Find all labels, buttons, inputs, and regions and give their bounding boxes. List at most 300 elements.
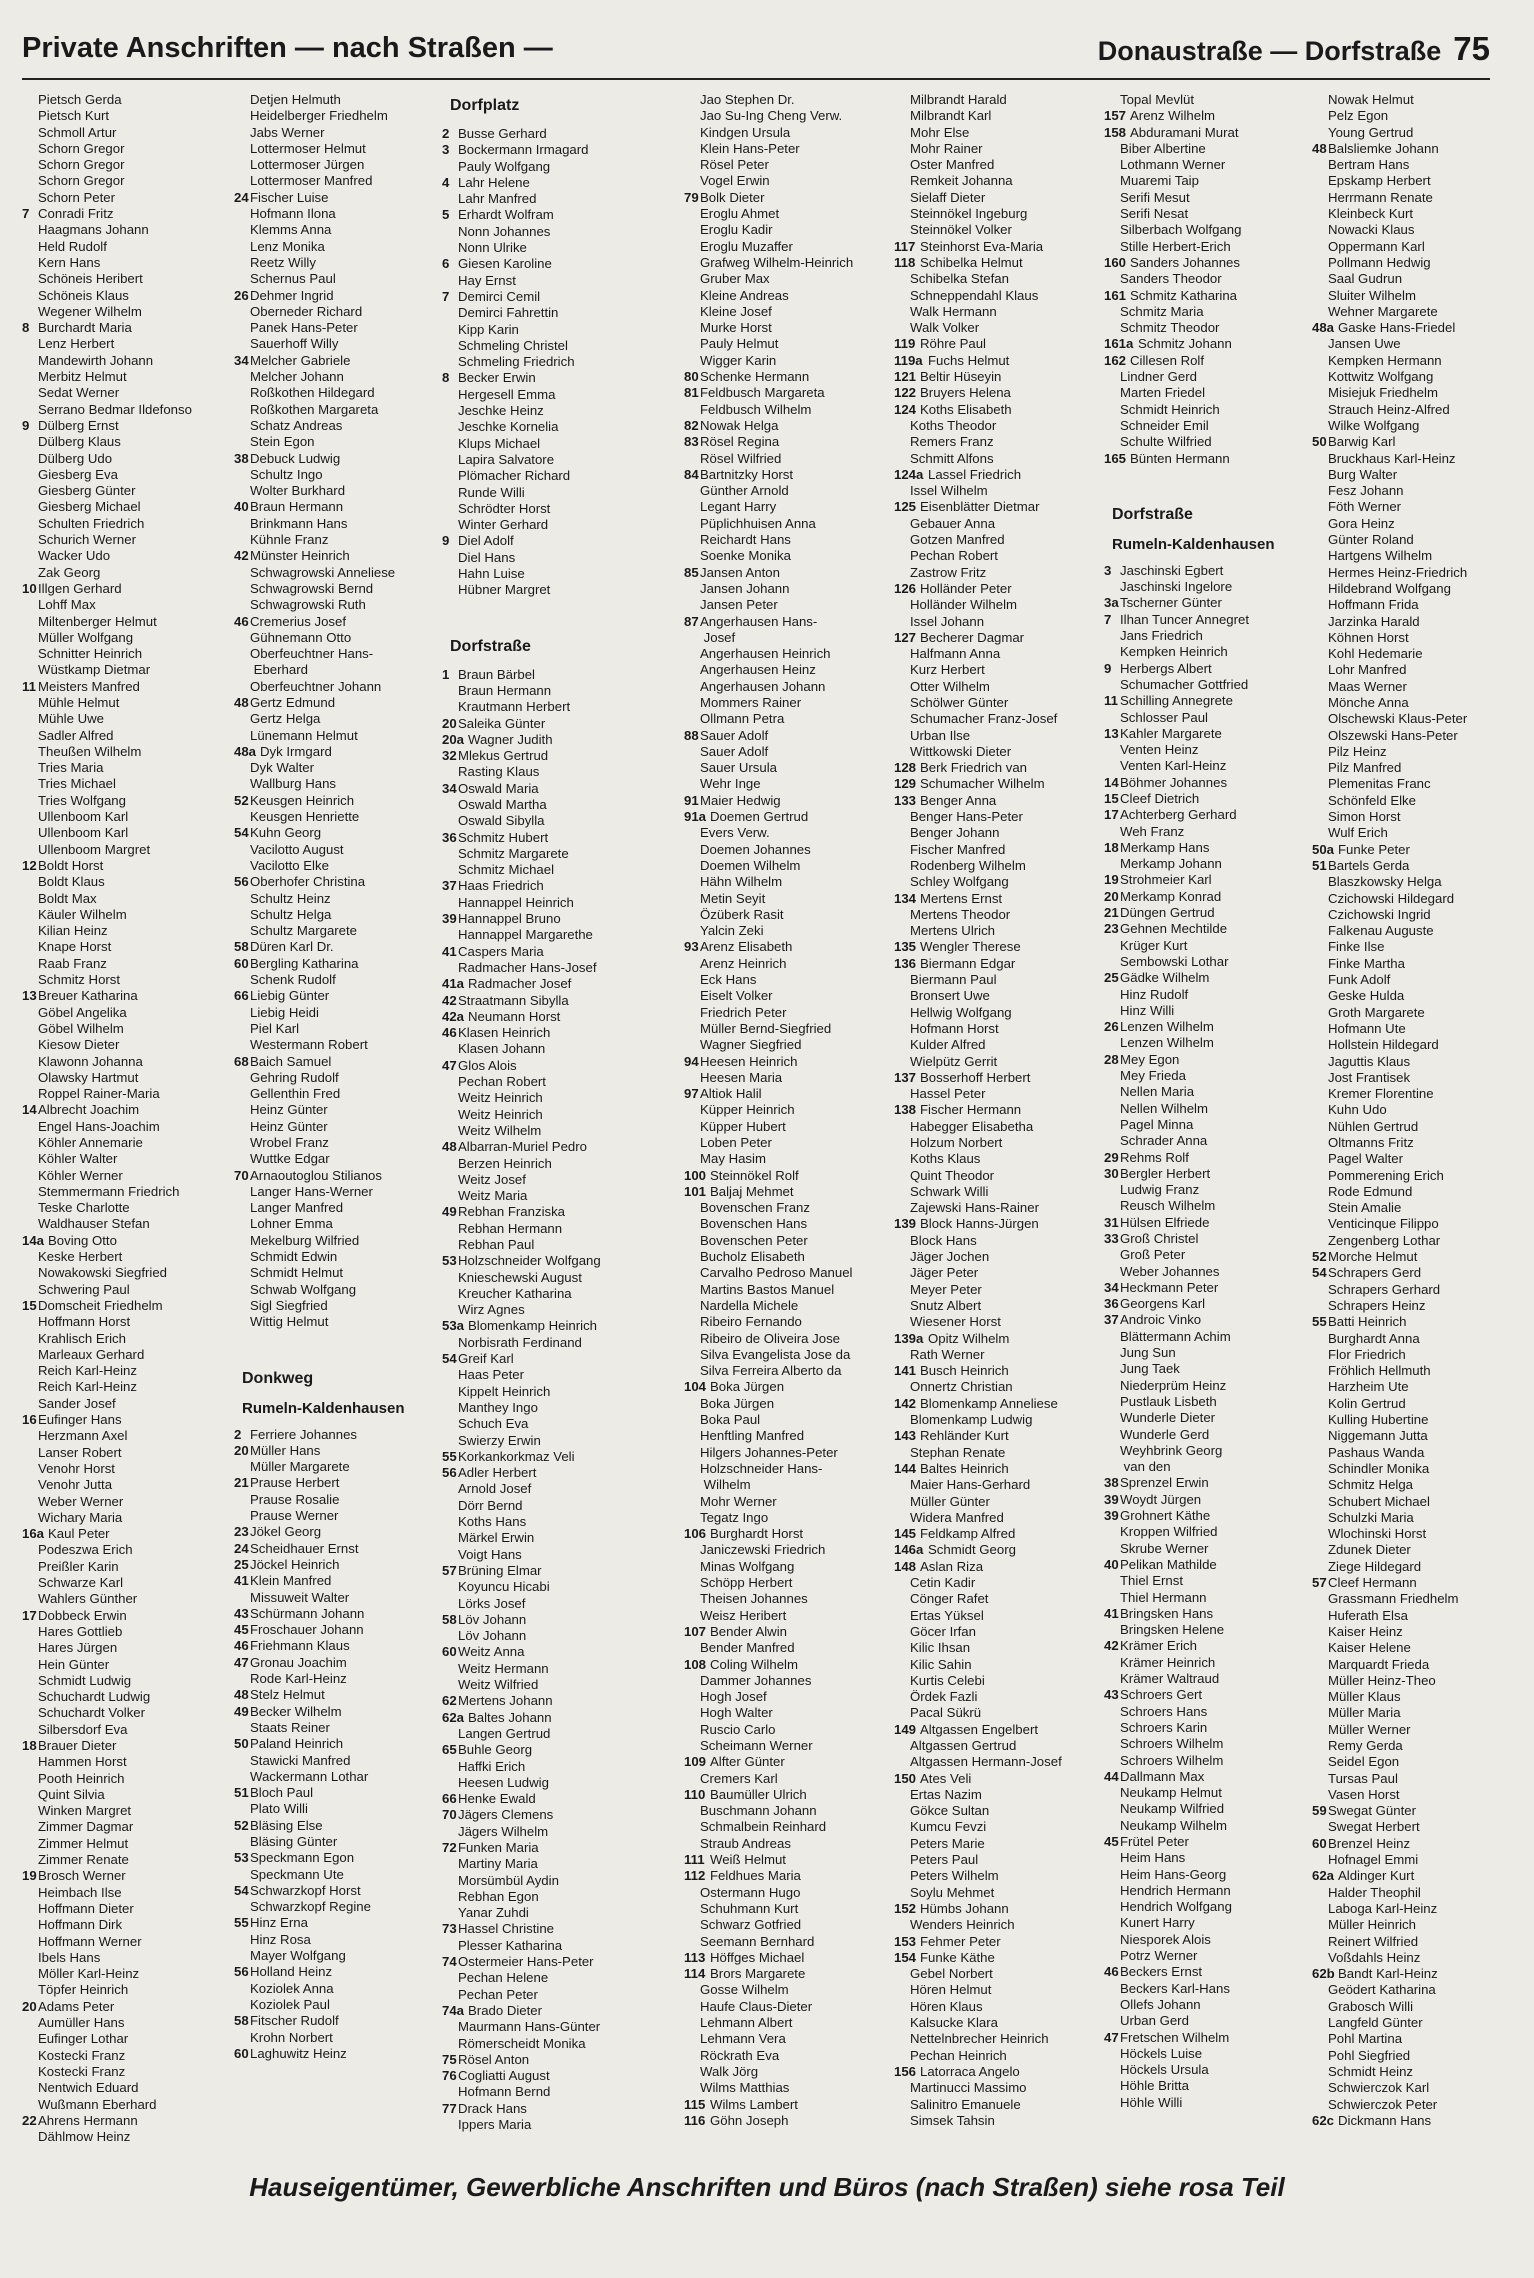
resident-entry (894, 1428, 1100, 1444)
resident-entry (234, 695, 440, 711)
resident-entry (442, 895, 648, 911)
resident-entry (22, 1803, 228, 1819)
resident-entry (234, 760, 440, 776)
house-number: 111 (684, 1852, 705, 1868)
resident-entry (442, 1775, 648, 1791)
resident-name: Schroers Gert (1120, 1687, 1203, 1703)
resident-entry (234, 711, 440, 727)
resident-name: Rösel Wilfried (700, 450, 782, 466)
resident-name: Lenzen Wilhelm (1120, 1019, 1214, 1035)
resident-name: Henke Ewald (458, 1791, 536, 1807)
resident-name: Ostermann Hugo (700, 1884, 801, 1900)
resident-entry (22, 1412, 228, 1428)
resident-entry (1104, 1312, 1310, 1328)
resident-entry (1312, 1265, 1494, 1281)
resident-entry (894, 1575, 1100, 1591)
resident-name: Schulten Friedrich (38, 515, 145, 531)
resident-name: Göbel Wilhelm (38, 1020, 124, 1036)
resident-name: Missuweit Walter (250, 1589, 350, 1605)
resident-entry (1312, 1868, 1494, 1884)
resident-name: Rösel Peter (700, 157, 769, 173)
resident-name: Schwierczok Peter (1328, 2096, 1438, 2112)
resident-name: Mlekus Gertrud (458, 748, 549, 764)
resident-entry (234, 1233, 440, 1249)
resident-name: Soylu Mehmet (910, 1884, 995, 1900)
resident-name: Bläsing Günter (250, 1833, 338, 1849)
house-number: 17 (22, 1607, 37, 1623)
house-number: 101 (684, 1183, 707, 1199)
resident-entry (684, 1379, 890, 1395)
resident-name: Straub Andreas (700, 1835, 791, 1851)
resident-entry (1312, 565, 1494, 581)
house-number: 41 (442, 943, 457, 959)
resident-name: Schmitz Maria (1120, 303, 1204, 319)
resident-name: Schroers Karin (1120, 1719, 1208, 1735)
resident-name: Cleef Hermann (1328, 1575, 1417, 1591)
resident-name: Heinz Günter (250, 1102, 328, 1118)
resident-name: Schultz Helga (250, 906, 332, 922)
resident-entry (1312, 809, 1494, 825)
resident-name: Boka Paul (700, 1412, 761, 1428)
house-number: 77 (442, 2100, 457, 2116)
resident-name: Sigl Siegfried (250, 1297, 328, 1313)
resident-name: Schmalbein Reinhard (700, 1819, 827, 1835)
resident-name: Fuchs Helmut (928, 352, 1010, 368)
resident-name: Thiel Ernst (1120, 1573, 1184, 1589)
resident-entry (1312, 1559, 1494, 1575)
resident-name: Gebauer Anna (910, 515, 996, 531)
resident-name: Plato Willi (250, 1801, 308, 1817)
resident-name: Pagel Minna (1120, 1116, 1194, 1132)
resident-name: Murke Horst (700, 320, 772, 336)
resident-entry (234, 1638, 440, 1654)
house-number: 44 (1104, 1768, 1119, 1784)
resident-entry (234, 1785, 440, 1801)
resident-entry (22, 711, 228, 727)
resident-name: Hübner Margret (458, 582, 551, 598)
resident-name: Drack Hans (458, 2100, 527, 2116)
directory-column (442, 92, 648, 2152)
resident-name: Widera Manfred (910, 1509, 1004, 1525)
resident-entry (894, 1559, 1100, 1575)
resident-name: Kleinbeck Kurt (1328, 206, 1414, 222)
resident-name: Liebig Heidi (250, 1004, 319, 1020)
resident-name: Silberbach Wolfgang (1120, 222, 1242, 238)
resident-name: Heesen Heinrich (700, 1053, 798, 1069)
resident-name: Neumann Horst (468, 1008, 561, 1024)
resident-name: Bergling Katharina (250, 955, 359, 971)
resident-entry (684, 1494, 890, 1510)
resident-entry (1104, 1997, 1310, 2013)
resident-name: Oswald Maria (458, 780, 539, 796)
resident-entry (684, 288, 890, 304)
resident-name: Kostecki Franz (38, 2063, 126, 2079)
resident-entry (234, 907, 440, 923)
resident-name: Bockermann Irmagard (458, 142, 589, 158)
resident-entry (684, 1396, 890, 1412)
resident-entry (894, 1445, 1100, 1461)
resident-entry (684, 1249, 890, 1265)
resident-entry (1312, 1363, 1494, 1379)
house-number: 113 (684, 1949, 706, 1965)
resident-entry (442, 830, 648, 846)
resident-name: Schrapers Gerhard (1328, 1281, 1441, 1297)
resident-name: Wigger Karin (700, 352, 777, 368)
resident-entry (22, 255, 228, 271)
resident-entry (442, 256, 648, 272)
resident-entry (1104, 1052, 1310, 1068)
resident-name: Kulder Alfred (910, 1037, 986, 1053)
house-number: 126 (894, 580, 917, 596)
resident-name: Aldinger Kurt (1338, 1868, 1415, 1884)
resident-entry (234, 1459, 440, 1475)
resident-entry (442, 582, 648, 598)
resident-entry (442, 1530, 648, 1546)
resident-name: Steinhorst Eva-Maria (920, 238, 1044, 254)
resident-name: Lenz Monika (250, 238, 325, 254)
resident-entry (22, 1151, 228, 1167)
resident-name: Preißler Karin (38, 1558, 119, 1574)
resident-entry (894, 1657, 1100, 1673)
house-number: 70 (234, 1167, 249, 1183)
resident-name: Bruckhaus Karl-Heinz (1328, 450, 1456, 466)
resident-entry (684, 1689, 890, 1705)
resident-entry (234, 1037, 440, 1053)
resident-entry (442, 2101, 648, 2117)
resident-entry (1104, 1736, 1310, 1752)
resident-name: Giesberg Michael (38, 499, 141, 515)
resident-entry (894, 304, 1100, 320)
resident-entry (1312, 1999, 1494, 2015)
resident-entry (894, 1282, 1100, 1298)
resident-entry (22, 858, 228, 874)
resident-entry (234, 646, 440, 662)
resident-entry (1104, 2013, 1310, 2029)
resident-name: Holländer Peter (920, 580, 1012, 596)
resident-entry (442, 1742, 648, 1758)
resident-name: Kempken Hermann (1328, 352, 1442, 368)
resident-name: Opitz Wilhelm (928, 1330, 1010, 1346)
house-number: 128 (894, 760, 917, 776)
resident-name: Hofmann Ute (1328, 1020, 1406, 1036)
resident-entry (442, 1661, 648, 1677)
resident-name: Hofmann Ilona (250, 206, 336, 222)
resident-name: Höhle Willi (1120, 2094, 1183, 2110)
resident-name: Minas Wolfgang (700, 1558, 795, 1574)
resident-entry (234, 1704, 440, 1720)
resident-name: Rebhan Egon (458, 1888, 539, 1904)
house-number: 20 (1104, 888, 1119, 904)
resident-entry (684, 972, 890, 988)
resident-entry (894, 1233, 1100, 1249)
house-number: 26 (1104, 1019, 1119, 1035)
resident-name: Ibels Hans (38, 1949, 101, 1965)
resident-name: Klups Michael (458, 435, 541, 451)
resident-name: Roßkothen Margareta (250, 401, 379, 417)
resident-name: Schrödter Horst (458, 500, 551, 516)
resident-entry (1104, 1573, 1310, 1589)
resident-entry (234, 1557, 440, 1573)
resident-name: Kuhn Udo (1328, 1102, 1387, 1118)
resident-name: Baljaj Mehmet (710, 1183, 794, 1199)
resident-name: Göhn Joseph (710, 2112, 789, 2128)
resident-entry (234, 1997, 440, 2013)
resident-name: Schibelka Helmut (920, 254, 1023, 270)
resident-name: Dallmann Max (1120, 1768, 1205, 1784)
resident-entry (1312, 1314, 1494, 1330)
house-number: 93 (684, 939, 699, 955)
resident-name: Nettelnbrecher Heinrich (910, 2031, 1049, 2047)
resident-name: Sprenzel Erwin (1120, 1475, 1209, 1491)
resident-name: Ollmann Petra (700, 711, 785, 727)
resident-name: Hares Jürgen (38, 1640, 118, 1656)
resident-entry (1312, 760, 1494, 776)
resident-entry (442, 1970, 648, 1986)
resident-name: Meisters Manfred (38, 678, 140, 694)
street-heading: Dorfstraße (1112, 505, 1193, 523)
house-number: 148 (894, 1558, 917, 1574)
resident-entry (894, 402, 1100, 418)
resident-name: Müller Bernd-Siegfried (700, 1020, 832, 1036)
resident-name: Adler Herbert (458, 1465, 537, 1481)
resident-entry (1104, 579, 1310, 595)
house-number: 2 (234, 1426, 242, 1442)
resident-name: Bringsken Hans (1120, 1605, 1214, 1621)
resident-entry (442, 436, 648, 452)
resident-entry (1104, 628, 1310, 644)
resident-entry (234, 467, 440, 483)
resident-name: Özüberk Rasit (700, 906, 784, 922)
house-number: 1 (442, 666, 450, 682)
resident-entry (22, 108, 228, 124)
house-number: 160 (1104, 254, 1127, 270)
resident-entry (894, 173, 1100, 189)
resident-entry (442, 1873, 648, 1889)
house-number: 7 (442, 288, 450, 304)
resident-entry (894, 1200, 1100, 1216)
resident-name: Zimmer Renate (38, 1852, 129, 1868)
resident-entry (1104, 141, 1310, 157)
resident-name: Doemen Wilhelm (700, 857, 801, 873)
resident-entry (1104, 1475, 1310, 1491)
resident-name: Ribeiro Fernando (700, 1314, 802, 1330)
house-number: 60 (442, 1644, 457, 1660)
resident-name: Altgassen Engelbert (920, 1721, 1039, 1737)
resident-name: Hülsen Elfriede (1120, 1214, 1210, 1230)
resident-name: Bergler Herbert (1120, 1165, 1211, 1181)
resident-name: Legant Harry (700, 499, 777, 515)
house-number: 104 (684, 1379, 707, 1395)
resident-name: Koths Klaus (910, 1151, 981, 1167)
resident-entry (1104, 726, 1310, 742)
resident-name: Kilic Ihsan (910, 1640, 971, 1656)
resident-name: Lapira Salvatore (458, 451, 555, 467)
resident-entry (442, 1481, 648, 1497)
resident-name: Zdunek Dieter (1328, 1542, 1411, 1558)
resident-name: Kaul Peter (48, 1526, 110, 1542)
resident-entry (442, 1433, 648, 1449)
resident-entry (234, 842, 440, 858)
resident-name: Schwagrowski Ruth (250, 597, 366, 613)
resident-entry (442, 142, 648, 158)
resident-name: Schneppendahl Klaus (910, 287, 1039, 303)
resident-entry (1104, 1769, 1310, 1785)
resident-name: Hoffmann Horst (38, 1314, 131, 1330)
house-number: 112 (684, 1868, 706, 1884)
house-number: 134 (894, 890, 917, 906)
house-number: 6 (442, 256, 450, 272)
house-number: 9 (22, 417, 30, 433)
resident-name: Schroers Wilhelm (1120, 1736, 1224, 1752)
resident-entry (1312, 1754, 1494, 1770)
resident-name: Morche Helmut (1328, 1249, 1418, 1265)
resident-entry (442, 1596, 648, 1612)
resident-entry (234, 1427, 440, 1443)
resident-name: Onnertz Christian (910, 1379, 1013, 1395)
resident-entry (1104, 239, 1310, 255)
resident-name: Müller Werner (1328, 1721, 1411, 1737)
resident-entry (234, 728, 440, 744)
resident-name: Langer Hans-Werner (250, 1183, 373, 1199)
house-number: 158 (1104, 124, 1127, 140)
resident-name: Jökel Georg (250, 1524, 322, 1540)
resident-name: Yanar Zuhdi (458, 1905, 529, 1921)
resident-entry (22, 548, 228, 564)
resident-name: Batti Heinrich (1328, 1314, 1407, 1330)
resident-entry (894, 1722, 1100, 1738)
resident-name: Jeschke Kornelia (458, 419, 559, 435)
resident-name: Schibelka Stefan (910, 271, 1009, 287)
resident-entry (234, 1475, 440, 1491)
house-number: 33 (1104, 1231, 1119, 1246)
resident-name: Wrobel Franz (250, 1135, 329, 1150)
resident-entry (684, 1151, 890, 1167)
resident-entry (894, 206, 1100, 222)
resident-name: Bruyers Helena (920, 385, 1011, 401)
resident-entry (234, 92, 440, 108)
resident-entry (442, 1188, 648, 1204)
resident-name: Androic Vinko (1120, 1312, 1202, 1328)
resident-entry (442, 1693, 648, 1709)
resident-name: Venohr Horst (38, 1460, 115, 1476)
resident-entry (684, 1999, 890, 2015)
resident-name: Schnitter Heinrich (38, 646, 143, 662)
resident-name: Marten Friedel (1120, 385, 1206, 401)
house-number: 49 (234, 1703, 249, 1719)
resident-name: Kostecki Franz (38, 2047, 126, 2063)
resident-entry (22, 222, 228, 238)
resident-name: Wilms Matthias (700, 2080, 790, 2096)
resident-entry (1312, 483, 1494, 499)
resident-name: Busse Gerhard (458, 126, 547, 141)
resident-entry (22, 1379, 228, 1395)
resident-entry (1312, 614, 1494, 630)
resident-entry (442, 1498, 648, 1514)
resident-name: Henftling Manfred (700, 1428, 805, 1444)
resident-name: Rebhan Franziska (458, 1204, 566, 1220)
resident-name: Aslan Riza (920, 1558, 984, 1574)
resident-name: Dülberg Udo (38, 450, 113, 466)
resident-name: Baltes Johann (468, 1709, 552, 1725)
resident-name: Boldt Klaus (38, 874, 105, 890)
resident-entry (1312, 1787, 1494, 1803)
resident-name: Weiß Helmut (710, 1852, 786, 1868)
resident-entry (22, 1298, 228, 1314)
resident-entry (442, 2084, 648, 2100)
resident-name: Brüning Elmar (458, 1562, 542, 1578)
resident-entry (894, 565, 1100, 581)
resident-name: Sielaff Dieter (910, 189, 986, 205)
resident-name: Schwagrowski Anneliese (250, 564, 396, 580)
house-number: 36 (442, 829, 457, 845)
resident-entry (894, 1934, 1100, 1950)
district-heading: Rumeln-Kaldenhausen (242, 1399, 405, 1417)
resident-entry (684, 646, 890, 662)
resident-name: Krämer Erich (1120, 1638, 1197, 1654)
resident-name: Kahler Margarete (1120, 725, 1222, 741)
resident-entry (1104, 1883, 1310, 1899)
resident-entry (684, 1950, 890, 1966)
house-number: 49 (442, 1204, 457, 1220)
resident-entry (22, 1542, 228, 1558)
resident-name: Jung Sun (1120, 1345, 1176, 1361)
resident-entry (442, 683, 648, 699)
resident-name: Harzheim Ute (1328, 1379, 1409, 1395)
house-number: 139a (894, 1330, 924, 1346)
resident-name: Pohl Siegfried (1328, 2047, 1411, 2063)
resident-entry (684, 1298, 890, 1314)
resident-name: Heidelberger Friedhelm (250, 108, 388, 124)
resident-name: Wittkowski Dieter (910, 743, 1012, 759)
resident-name: Klasen Heinrich (458, 1025, 551, 1041)
resident-name: Hoffmann Werner (38, 1933, 142, 1949)
resident-entry (22, 1608, 228, 1624)
resident-entry (234, 1070, 440, 1086)
resident-name: Flor Friedrich (1328, 1346, 1406, 1362)
resident-entry (1104, 2062, 1310, 2078)
resident-entry (442, 797, 648, 813)
house-number: 107 (684, 1623, 707, 1639)
resident-entry (442, 716, 648, 732)
resident-entry (684, 532, 890, 548)
resident-name: Braun Hermann (458, 682, 552, 698)
resident-entry (442, 993, 648, 1009)
resident-entry (22, 760, 228, 776)
house-number: 165 (1104, 450, 1127, 466)
resident-entry (684, 1461, 890, 1477)
house-number: 48a (234, 743, 257, 759)
resident-entry (1312, 288, 1494, 304)
resident-name: Topal Mevlüt (1120, 92, 1195, 107)
resident-name: Brors Margarete (710, 1966, 806, 1982)
resident-entry (442, 1139, 648, 1155)
resident-name: Hören Helmut (910, 1982, 992, 1998)
resident-name: Melcher Johann (250, 369, 344, 385)
resident-name: Burg Walter (1328, 466, 1398, 482)
resident-name: Jägers Clemens (458, 1807, 554, 1823)
resident-entry (894, 988, 1100, 1004)
resident-entry (1312, 92, 1494, 108)
resident-entry (442, 813, 648, 829)
resident-name: Skrube Werner (1120, 1540, 1209, 1556)
resident-entry (22, 809, 228, 825)
resident-entry (22, 1265, 228, 1281)
resident-name: Walk Jörg (700, 2063, 759, 2079)
resident-name: Weitz Wilfried (458, 1677, 539, 1693)
resident-name: Angerhausen Heinrich (700, 646, 831, 662)
resident-entry (1312, 646, 1494, 662)
resident-entry (234, 369, 440, 385)
